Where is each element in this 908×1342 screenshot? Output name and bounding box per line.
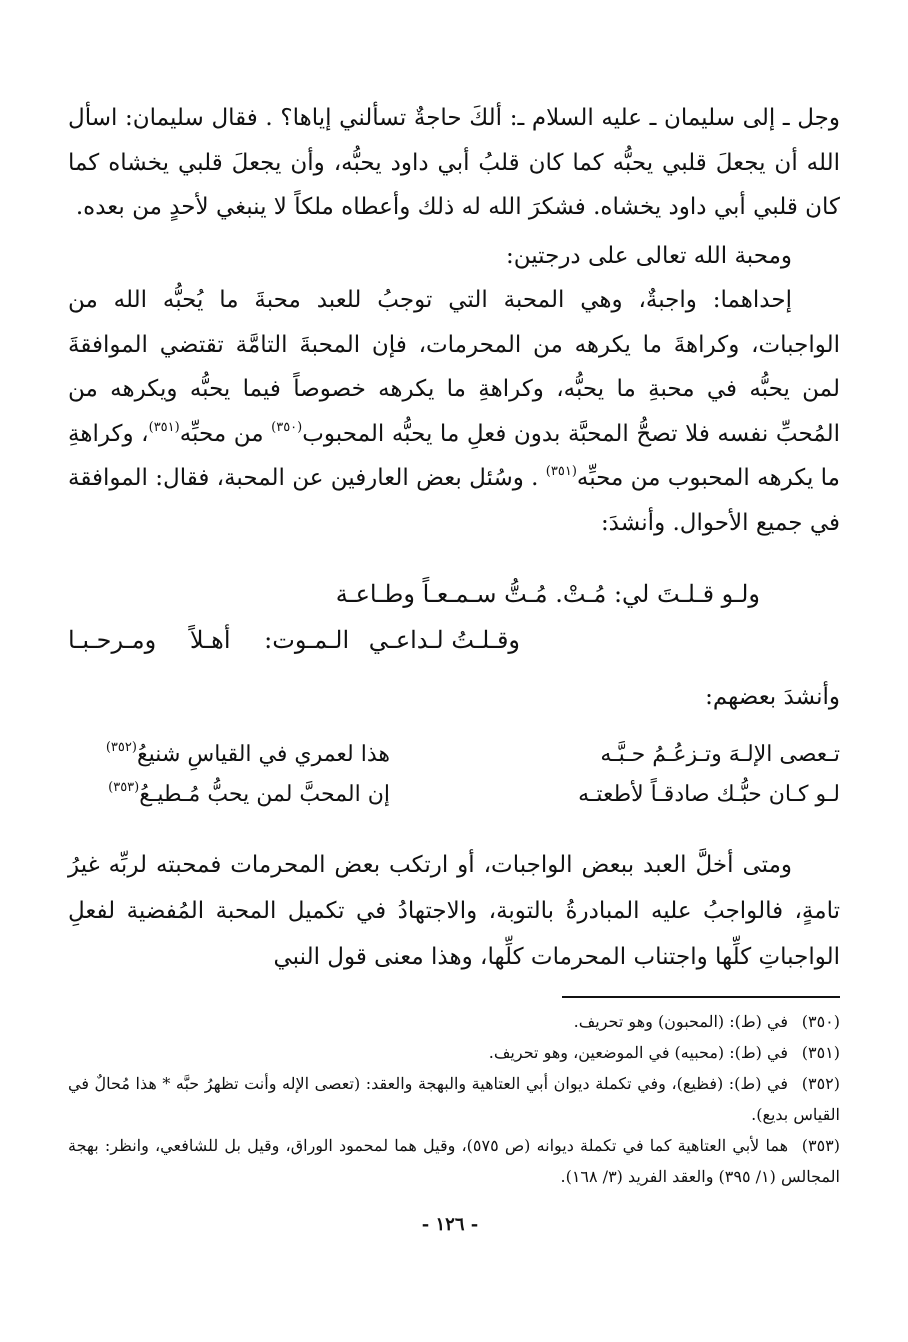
footnote-number: (٣٥١) <box>801 1043 840 1062</box>
paragraph-two-degrees: ومحبة الله تعالى على درجتين: <box>505 242 792 269</box>
footnote-ref-351[interactable]: (٣٥١) <box>148 419 180 435</box>
paragraph-first-degree <box>68 278 840 545</box>
couplet-2-first-hemistich: لـو كـان حبُّـك صادقـاً لأطعتـه <box>578 782 840 807</box>
footnote-350 <box>68 1006 840 1037</box>
footnote-ref-351-second[interactable]: (٣٥١) <box>545 464 577 479</box>
final-text <box>68 842 840 980</box>
footnote-353 <box>68 1130 840 1192</box>
paragraph-solomon: وجل ـ إلى سليمان ـ عليه السلام ـ: ألكَ حاجةٌ تسألني إياها؟ . فقال سليمان: اسأل الله أن يجعلَ قلبي يحبُّه كما كان قلبُ أبي داود يحبُّه، وأن يجعلَ قلبي يخشاه كما كان قلبي أبي داود يخشاه. فشكرَ الله له ذلك وأعطاه ملكاً لا ينبغي لأحدٍ من بعده. <box>68 105 840 220</box>
poem-intro: وأنشدَ بعضهم: <box>705 684 840 710</box>
footnote-number: (٣٥٣) <box>801 1136 841 1155</box>
footnote-text: هما لأبي العتاهية كما في تكملة ديوانه (ص ٥٧٥)، وقيل هما لمحمود الوراق، وقيل بل للشافعي، وانظر: بهجة المجالس (١/ ٣٩٥) والعقد الفريد (٣/ ١٦٨). <box>68 1136 840 1186</box>
paragraph-final: ومتى أخلَّ العبد ببعض الواجبات، أو ارتكب بعض المحرمات فمحبته لربِّه غيرُ تامةٍ، فالواجبُ عليه المبادرةُ بالتوبة، والاجتهادُ في تكميل المحبة المُفضية لفعلِ الواجباتِ كلِّها واجتناب المحرمات كلِّها، وهذا معنى قول النبي <box>68 852 840 970</box>
footnote-text: في (ط): (المحبون) وهو تحريف. <box>573 1012 788 1031</box>
couplet-1-second-hemistich <box>106 742 390 767</box>
footnote-ref-353[interactable]: (٣٥٣) <box>108 780 140 795</box>
footnote-351 <box>68 1037 840 1068</box>
footnotes <box>68 1006 840 1192</box>
couplet-2-second-hemistich <box>108 782 390 807</box>
footnote-divider <box>562 996 840 998</box>
couplet-1-first-hemistich: تـعصى الإلـهَ وتـزعُـمُ حـبَّـه <box>600 742 840 767</box>
verse-line-2-part-1: وقـلـتُ لـداعـي <box>368 626 521 654</box>
footnote-ref-352[interactable]: (٣٥٢) <box>105 740 137 755</box>
paragraph-first-degree-end: . وسُئل بعض العارفين عن المحبة، فقال: الموافقة في جميع الأحوال. وأنشدَ: <box>68 465 840 536</box>
footnote-352 <box>68 1068 840 1130</box>
paragraph-first-degree-text: إحداهما: واجبةٌ، وهي المحبة التي توجبُ للعبد محبةَ ما يُحبُّه الله من الواجبات، وكراهةَ ما يكرهه من المحرمات، فإن المحبةَ التامَّة تقتضي الموافقةَ لمن يحبُّه في محبةِ ما يحبُّه، وكراهةِ ما يكرهه خصوصاً فيما يحبُّه ويكرهه من المُحبِّ نفسه فلا تصحُّ المحبَّة بدون فعلِ ما يحبُّه المحبوب <box>68 287 840 447</box>
verse-line-2-part-2: الـمـوت: <box>264 626 350 654</box>
verse-line-2-part-3: أهـلاً <box>189 626 231 654</box>
verse-line-2-part-4: ومـرحـبـا <box>68 626 157 654</box>
verse-line-2 <box>68 626 760 654</box>
couplet-1-second-text: هذا لعمري في القياسِ شنيعُ <box>136 742 390 767</box>
verse-line-1: ولـو قـلـتَ لي: مُـتْ. مُـتُّ سـمـعـاً وطـاعـة <box>335 580 760 608</box>
footnote-text: في (ط): (محبيه) في الموضعين، وهو تحريف. <box>488 1043 788 1062</box>
footnote-number: (٣٥٠) <box>801 1012 840 1031</box>
footnote-number: (٣٥٢) <box>801 1074 840 1093</box>
paragraph-first-degree-mid: من محبِّه <box>179 420 272 447</box>
footnote-text: في (ط): (فظيع)، وفي تكملة ديوان أبي العتاهية والبهجة والعقد: (تعصى الإله وأنت تظهرُ حبَّه * هذا مُحالٌ في القياس بديع). <box>68 1074 840 1124</box>
couplet-2-second-text: إن المحبَّ لمن يحبُّ مُـطيـعُ <box>139 782 390 807</box>
footnote-ref-350[interactable]: (٣٥٠) <box>271 419 303 435</box>
main-text <box>68 96 840 545</box>
paragraph-first-degree-mid2: ، وكراهةِ ما يكرهه المحبوب من محبِّه <box>68 420 841 491</box>
page-number: - ١٢٦ - <box>421 1214 479 1235</box>
